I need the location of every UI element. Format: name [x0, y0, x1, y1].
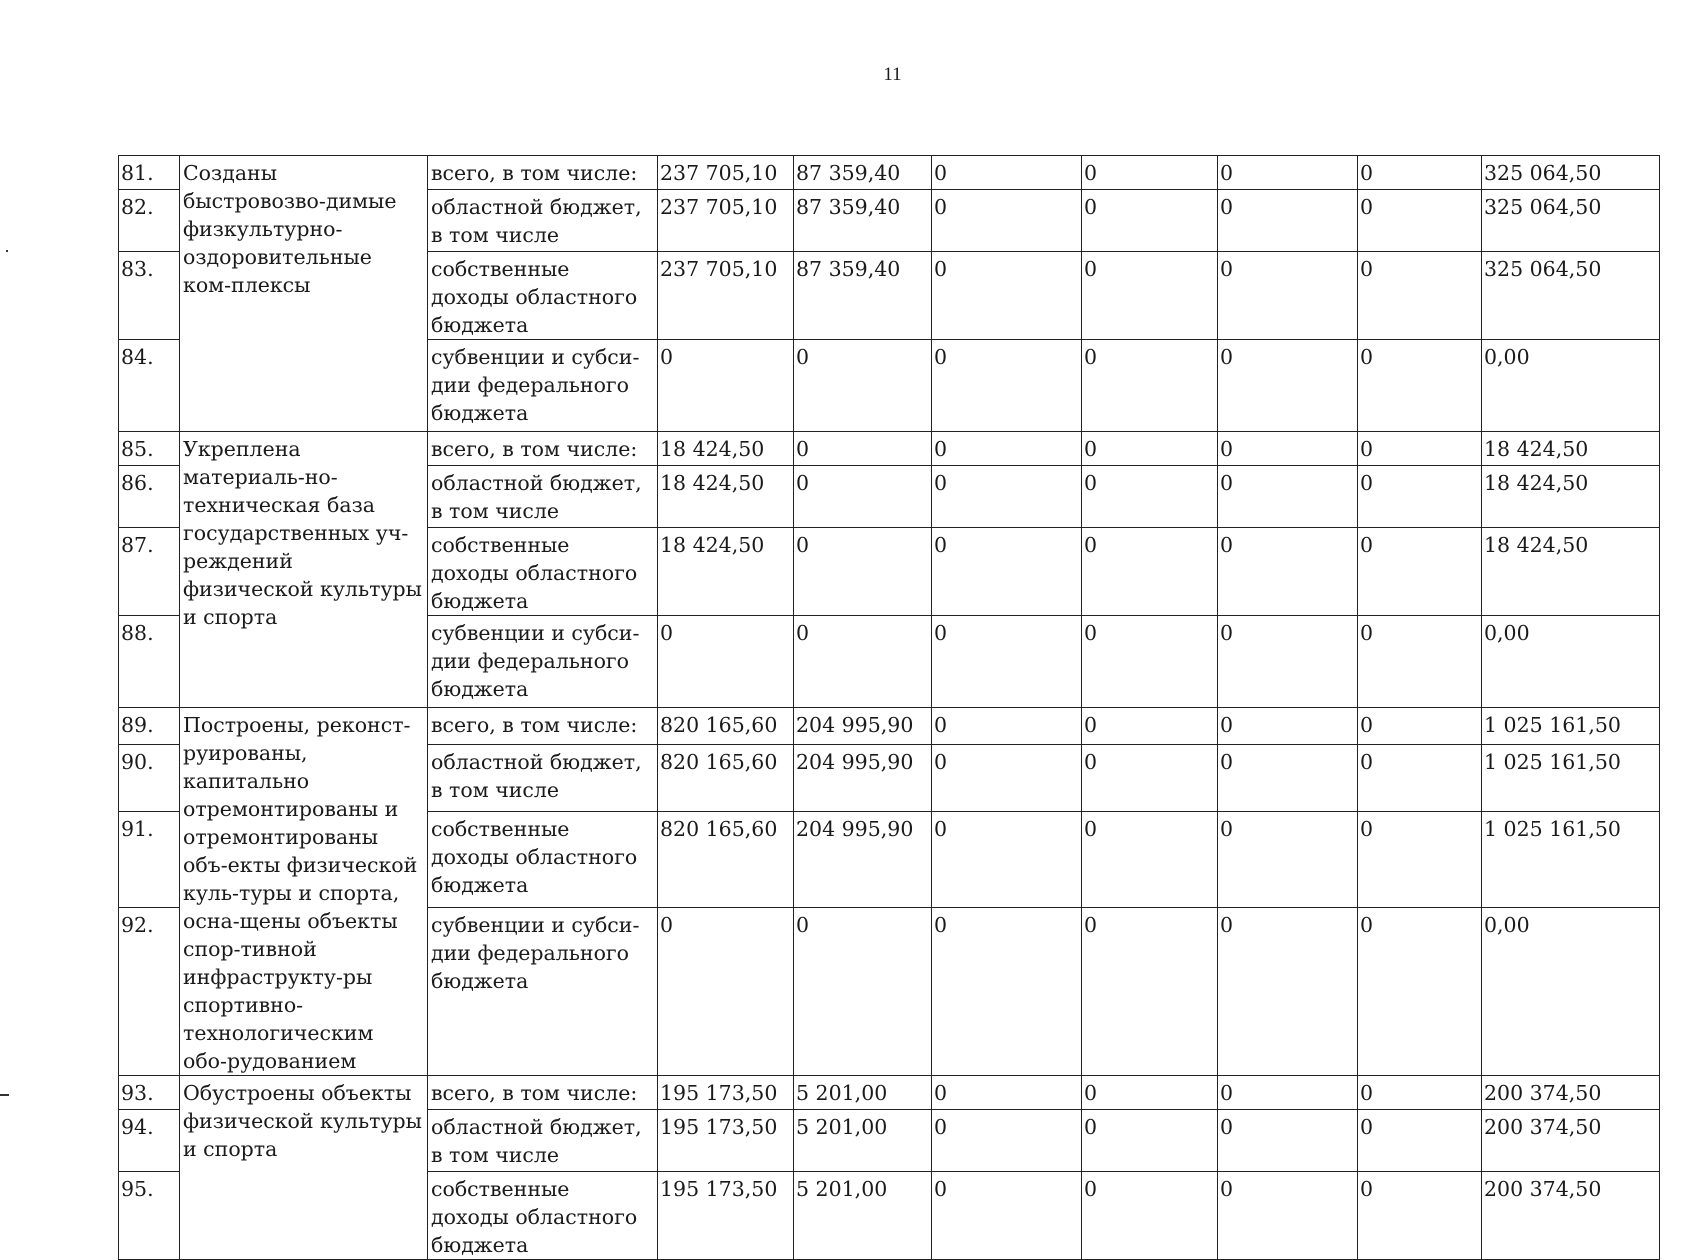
year-value: 0 [932, 528, 1082, 616]
row-number: 84. [119, 340, 180, 432]
year-value: 0 [1082, 252, 1218, 340]
funding-source: областной бюджет, в том числе [428, 190, 658, 252]
year-value: 204 995,90 [794, 708, 932, 745]
year-value: 0 [658, 907, 794, 1075]
year-value: 18 424,50 [658, 466, 794, 528]
year-value: 0 [1218, 708, 1358, 745]
year-value: 0 [1218, 812, 1358, 908]
year-value: 0 [1082, 466, 1218, 528]
year-value: 0 [1358, 466, 1482, 528]
year-value: 0 [932, 1110, 1082, 1172]
year-value: 0 [794, 907, 932, 1075]
row-number: 81. [119, 156, 180, 190]
row-number: 82. [119, 190, 180, 252]
total-value: 325 064,50 [1482, 190, 1660, 252]
year-value: 87 359,40 [794, 156, 932, 190]
year-value: 0 [932, 616, 1082, 708]
year-value: 0 [932, 1172, 1082, 1260]
year-value: 820 165,60 [658, 812, 794, 908]
year-value: 0 [1218, 156, 1358, 190]
row-number: 88. [119, 616, 180, 708]
year-value: 0 [932, 708, 1082, 745]
year-value: 87 359,40 [794, 252, 932, 340]
funding-source: всего, в том числе: [428, 708, 658, 745]
year-value: 0 [1082, 812, 1218, 908]
year-value: 0 [932, 744, 1082, 811]
year-value: 18 424,50 [658, 432, 794, 466]
year-value: 0 [1082, 340, 1218, 432]
year-value: 0 [1358, 156, 1482, 190]
year-value: 0 [1358, 252, 1482, 340]
total-value: 325 064,50 [1482, 156, 1660, 190]
year-value: 0 [932, 340, 1082, 432]
year-value: 204 995,90 [794, 744, 932, 811]
year-value: 87 359,40 [794, 190, 932, 252]
year-value: 0 [1082, 907, 1218, 1075]
total-value: 0,00 [1482, 340, 1660, 432]
activity-description: Укреплена материаль-но-техническая база государственных уч-реждений физической культуры и спорта [180, 432, 428, 708]
row-number: 89. [119, 708, 180, 745]
year-value: 0 [794, 466, 932, 528]
year-value: 0 [1358, 616, 1482, 708]
year-value: 0 [1082, 528, 1218, 616]
row-number: 90. [119, 744, 180, 811]
scan-mark [6, 250, 8, 252]
year-value: 0 [794, 340, 932, 432]
year-value: 0 [932, 432, 1082, 466]
year-value: 0 [1358, 190, 1482, 252]
year-value: 0 [1218, 907, 1358, 1075]
year-value: 0 [1358, 528, 1482, 616]
year-value: 0 [932, 812, 1082, 908]
year-value: 237 705,10 [658, 190, 794, 252]
year-value: 0 [1358, 812, 1482, 908]
total-value: 1 025 161,50 [1482, 744, 1660, 811]
year-value: 0 [1358, 1110, 1482, 1172]
row-number: 87. [119, 528, 180, 616]
year-value: 0 [1082, 1076, 1218, 1110]
page-number: 11 [883, 64, 902, 85]
year-value: 0 [1082, 744, 1218, 811]
funding-source: собственные доходы областного бюджета [428, 252, 658, 340]
row-number: 85. [119, 432, 180, 466]
funding-source: субвенции и субси-дии федерального бюджета [428, 616, 658, 708]
year-value: 0 [932, 1076, 1082, 1110]
year-value: 0 [1082, 1172, 1218, 1260]
year-value: 0 [1358, 744, 1482, 811]
year-value: 237 705,10 [658, 252, 794, 340]
year-value: 0 [658, 616, 794, 708]
total-value: 325 064,50 [1482, 252, 1660, 340]
table-row [119, 432, 1660, 466]
funding-source: собственные доходы областного бюджета [428, 812, 658, 908]
year-value: 18 424,50 [658, 528, 794, 616]
row-number: 94. [119, 1110, 180, 1172]
total-value: 0,00 [1482, 616, 1660, 708]
year-value: 0 [932, 466, 1082, 528]
row-number: 86. [119, 466, 180, 528]
funding-source: всего, в том числе: [428, 1076, 658, 1110]
year-value: 195 173,50 [658, 1110, 794, 1172]
funding-source: областной бюджет, в том числе [428, 466, 658, 528]
year-value: 0 [1218, 744, 1358, 811]
year-value: 5 201,00 [794, 1076, 932, 1110]
year-value: 0 [932, 156, 1082, 190]
total-value: 200 374,50 [1482, 1110, 1660, 1172]
total-value: 200 374,50 [1482, 1172, 1660, 1260]
row-number: 93. [119, 1076, 180, 1110]
funding-source: субвенции и субси-дии федерального бюджета [428, 907, 658, 1075]
year-value: 0 [1218, 1172, 1358, 1260]
year-value: 0 [1358, 340, 1482, 432]
funding-source: собственные доходы областного бюджета [428, 1172, 658, 1260]
funding-source: областной бюджет, в том числе [428, 1110, 658, 1172]
year-value: 0 [658, 340, 794, 432]
table-body [119, 156, 1660, 1260]
year-value: 0 [794, 616, 932, 708]
year-value: 0 [1218, 1110, 1358, 1172]
row-number: 92. [119, 907, 180, 1075]
total-value: 18 424,50 [1482, 432, 1660, 466]
funding-source: субвенции и субси-дии федерального бюджета [428, 340, 658, 432]
funding-source: всего, в том числе: [428, 432, 658, 466]
year-value: 237 705,10 [658, 156, 794, 190]
year-value: 0 [932, 190, 1082, 252]
year-value: 0 [794, 432, 932, 466]
year-value: 5 201,00 [794, 1110, 932, 1172]
year-value: 0 [794, 528, 932, 616]
budget-table [118, 155, 1660, 1260]
year-value: 0 [1358, 432, 1482, 466]
year-value: 204 995,90 [794, 812, 932, 908]
total-value: 1 025 161,50 [1482, 708, 1660, 745]
year-value: 0 [1218, 1076, 1358, 1110]
year-value: 0 [1218, 616, 1358, 708]
row-number: 91. [119, 812, 180, 908]
total-value: 18 424,50 [1482, 466, 1660, 528]
scan-mark [0, 1094, 9, 1096]
table-row [119, 708, 1660, 745]
year-value: 0 [1218, 252, 1358, 340]
row-number: 83. [119, 252, 180, 340]
table-row [119, 1076, 1660, 1110]
year-value: 0 [1082, 156, 1218, 190]
year-value: 820 165,60 [658, 744, 794, 811]
year-value: 0 [932, 907, 1082, 1075]
year-value: 0 [1082, 190, 1218, 252]
year-value: 0 [1218, 340, 1358, 432]
year-value: 0 [1218, 432, 1358, 466]
row-number: 95. [119, 1172, 180, 1260]
year-value: 0 [932, 252, 1082, 340]
year-value: 0 [1358, 1172, 1482, 1260]
funding-source: собственные доходы областного бюджета [428, 528, 658, 616]
funding-source: областной бюджет, в том числе [428, 744, 658, 811]
activity-description: Построены, реконст-руированы, капитально отремонтированы и отремонтированы объ-екты физической куль-туры и спорта, осна-щены объекты спор-тивной инфраструкту-ры спортивно-технологическим обо-рудованием [180, 708, 428, 1076]
total-value: 0,00 [1482, 907, 1660, 1075]
table-row [119, 156, 1660, 190]
total-value: 200 374,50 [1482, 1076, 1660, 1110]
total-value: 18 424,50 [1482, 528, 1660, 616]
year-value: 5 201,00 [794, 1172, 932, 1260]
year-value: 0 [1218, 528, 1358, 616]
year-value: 0 [1082, 616, 1218, 708]
activity-description: Обустроены объекты физической культуры и спорта [180, 1076, 428, 1260]
total-value: 1 025 161,50 [1482, 812, 1660, 908]
year-value: 0 [1358, 708, 1482, 745]
year-value: 195 173,50 [658, 1076, 794, 1110]
year-value: 0 [1082, 1110, 1218, 1172]
year-value: 0 [1218, 190, 1358, 252]
funding-source: всего, в том числе: [428, 156, 658, 190]
year-value: 0 [1082, 432, 1218, 466]
year-value: 820 165,60 [658, 708, 794, 745]
year-value: 195 173,50 [658, 1172, 794, 1260]
year-value: 0 [1358, 1076, 1482, 1110]
year-value: 0 [1082, 708, 1218, 745]
activity-description: Созданы быстровозво-димые физкультурно-оздоровительные ком-плексы [180, 156, 428, 432]
year-value: 0 [1218, 466, 1358, 528]
year-value: 0 [1358, 907, 1482, 1075]
